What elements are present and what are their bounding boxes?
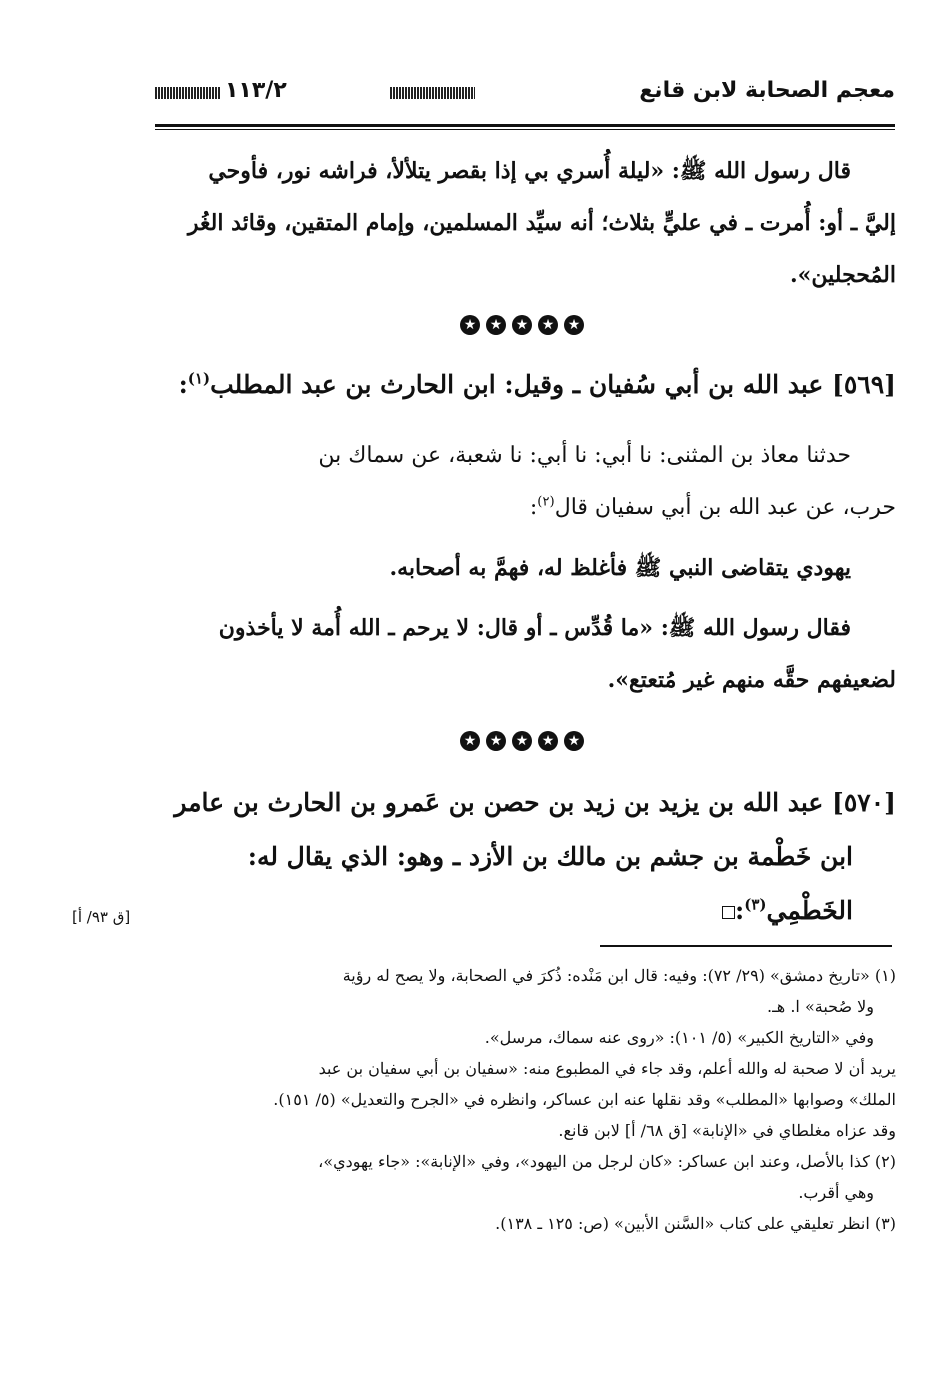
- footnote-ref-2: (٢): [537, 494, 555, 510]
- entry-570-heading: [156, 776, 896, 830]
- end-square-icon: [722, 906, 735, 919]
- header-ornament-middle: [390, 87, 475, 99]
- manuscript-folio-note: [ق ٩٣/ أ]: [72, 908, 131, 926]
- footnote-ref-3: (٣): [744, 895, 767, 914]
- entry-570-line-2: ابن خَطْمة بن جشم بن مالك بن الأزد ـ وهو: الذي يقال له:: [247, 842, 853, 871]
- footnote-1-line-4: يريد أن لا صحبة له والله أعلم، وقد جاء في المطبوع منه: «سفيان بن أبي سفيان بن عبد: [318, 1059, 896, 1078]
- footnotes: [156, 960, 896, 1239]
- intro-paragraph: [156, 145, 896, 301]
- header-rule-thin: [155, 129, 895, 130]
- footnote-1-line-2: ولا صُحبة» ا. هـ.: [767, 997, 874, 1016]
- section-separator: ★ ★ ★ ★ ★: [460, 315, 590, 337]
- entry-569-title: [٥٦٩] عبد الله بن أبي سُفيان ـ وقيل: ابن الحارث بن عبد المطلب: [210, 370, 896, 399]
- isnad-line-2: حرب، عن عبد الله بن أبي سفيان قال: [554, 495, 896, 520]
- header-rule: [155, 124, 895, 127]
- footnote-1-line-5: الملك» وصوابها «المطلب» وقد نقلها عنه ابن عساكر، وانظره في «الجرح والتعديل» (٥/ ١٥١).: [273, 1090, 896, 1109]
- entry-570-line-1: [٥٧٠] عبد الله بن يزيد بن زيد بن حصن بن عَمرو بن الحارث بن عامر: [174, 788, 896, 817]
- isnad-line-1: حدثنا معاذ بن المثنى: نا أبي: نا أبي: نا شعبة، عن سماك بن: [318, 443, 851, 468]
- footnote-2-line-1: (٢) كذا بالأصل، وعند ابن عساكر: «كان لرجل من اليهود»، وفي «الإنابة»: «جاء يهودي»،: [318, 1152, 896, 1171]
- footnote-rule: [600, 945, 892, 947]
- footnote-2-line-2: وهي أقرب.: [798, 1183, 874, 1202]
- matn-line-1: يهودي يتقاضى النبي ﷺ فأغلظ له، فهمَّ به أصحابه.: [389, 555, 851, 581]
- hadith-line-1: فقال رسول الله ﷺ: «ما قُدِّس ـ أو قال: لا يرحم ـ الله أُمة لا يأخذون: [218, 615, 851, 641]
- entry-569-isnad: حدثنا معاذ بن المثنى: نا أبي: نا أبي: نا شعبة، عن سماك بن حرب، عن عبد الله بن أبي سفيان قال$^{(٢)}$:: [318, 443, 896, 520]
- running-header: [155, 78, 895, 112]
- footnote-ref-1: (١): [187, 369, 211, 388]
- entry-569-hadith: [156, 602, 896, 706]
- intro-line-3: المُحجلين».: [789, 262, 896, 288]
- header-ornament-left: [155, 87, 220, 99]
- footnote-1-line-3: وفي «التاريخ الكبير» (٥/ ١٠١): «روى عنه سماك، مرسل».: [484, 1028, 874, 1047]
- footnote-1-line-1: (١) «تاريخ دمشق» (٢٩/ ٧٢): وفيه: قال ابن مَنْده: ذُكرَ في الصحابة، ولا يصح له رؤية: [342, 966, 896, 985]
- section-separator-2: ★ ★ ★ ★ ★: [460, 731, 590, 753]
- book-title: معجم الصحابة لابن قانع: [639, 78, 895, 103]
- entry-570-line-3: الخَطْمِي: [766, 896, 853, 925]
- entry-570-continuation: ابن خَطْمة بن جشم بن مالك بن الأزد ـ وهو: الذي يقال له: الخَطْمِي$^{(٣)}$:: [153, 830, 853, 938]
- footnote-1-line-6: وقد عزاه مغلطاي في «الإنابة» [ق ٦٨/ أ] لابن قانع.: [558, 1121, 896, 1140]
- hadith-line-2: لضعيفهم حقَّه منهم غير مُتعتع».: [607, 667, 896, 693]
- intro-line-2: إليَّ ـ أو: أُمرت ـ في عليٍّ بثلاث؛ أنه سيِّد المسلمين، وإمام المتقين، وقائد الغُر: [187, 210, 896, 236]
- footnote-3-line-1: (٣) انظر تعليقي على كتاب «السَّنن الأبين» (ص: ١٢٥ ـ ١٣٨).: [495, 1214, 896, 1233]
- page-number: ١١٣/٢: [225, 78, 287, 103]
- intro-line-1: قال رسول الله ﷺ: «ليلة أُسري بي إذا بقصر يتلألأ، فراشه نور، فأوحي: [208, 158, 851, 184]
- entry-569-heading: [٥٦٩] عبد الله بن أبي سُفيان ـ وقيل: ابن الحارث بن عبد المطلب$^{(١)}$:: [178, 369, 896, 399]
- entry-569-text: [156, 542, 896, 594]
